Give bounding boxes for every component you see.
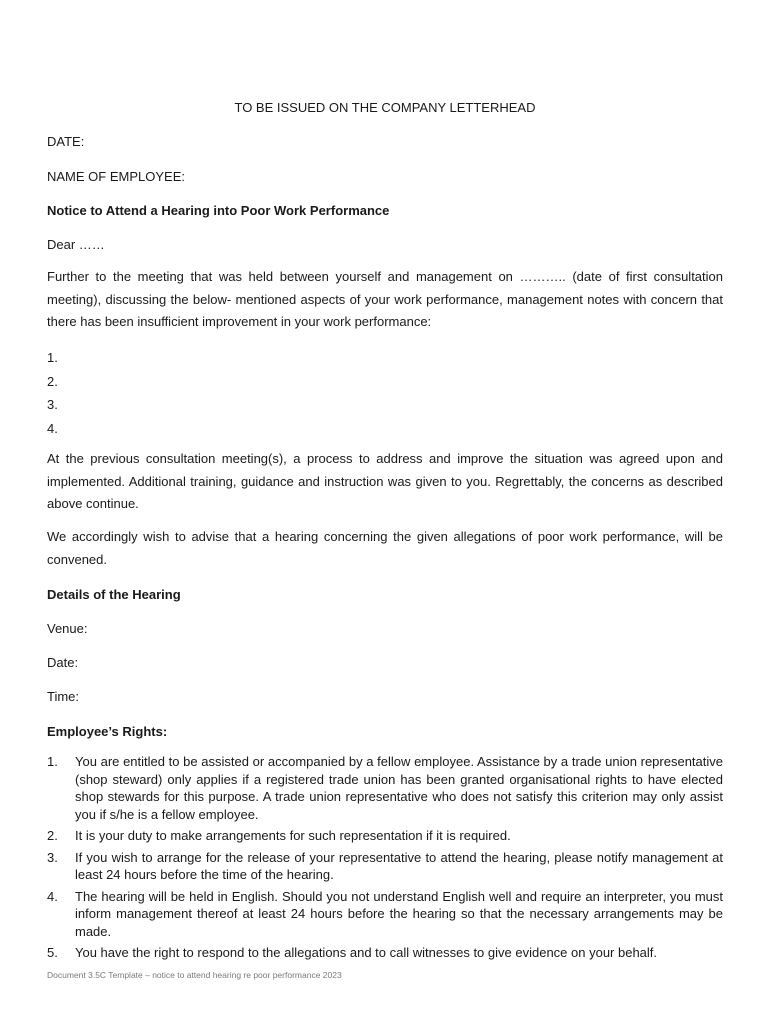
list-item: 3. [47,397,58,412]
rights-item [47,888,723,941]
rights-item-text: If you wish to arrange for the release of your representative to attend the hearing, please notify management at least 24 hours before the time of the hearing. [75,849,723,882]
employee-name-label: NAME OF EMPLOYEE: [47,169,185,184]
rights-item-text: The hearing will be held in English. Should you not understand English well and require an interpreter, you must inform management thereof at least 24 hours before the hearing so that the necessary arrangements may be made. [75,888,723,939]
notice-title: Notice to Attend a Hearing into Poor Work Performance [47,203,390,218]
list-item: 2. [47,373,58,389]
rights-item-number: 1. [47,754,58,769]
rights-item-text: You have the right to respond to the allegations and to call witnesses to give evidence on your behalf. [75,945,658,960]
letterhead-notice: TO BE ISSUED ON THE COMPANY LETTERHEAD [234,100,536,115]
hearing-details-heading: Details of the Hearing [47,587,181,602]
rights-item-text: It is your duty to make arrangements for such representation if it is required. [75,828,511,843]
rights-item-number: 2. [47,828,58,843]
rights-item [47,944,723,962]
venue-label: Venue: [47,621,88,636]
rights-item [47,753,723,823]
hearing-time-label: Time: [47,689,80,704]
numbered-list [47,349,147,443]
rights-item-number: 4. [47,888,58,904]
paragraph-hearing-convened: We accordingly wish to advise that a hearing concerning the given allegations of poor work performance, will be convened. [47,529,723,567]
rights-item [47,827,723,845]
list-item: 4. [47,420,58,436]
document-footer: Document 3.5C Template – notice to attend hearing re poor performance 2023 [47,970,342,980]
rights-heading: Employee’s Rights: [47,724,168,739]
salutation: Dear …… [47,237,105,252]
rights-item-number: 3. [47,849,58,865]
rights-list [47,753,723,966]
paragraph-meeting: Further to the meeting that was held between yourself and management on ……….. (date of first consultation meeting), discussing the below- mentioned aspects of your work performance, management notes with concern that there has been insufficient improvement in your work performance: [47,269,723,329]
list-item: 1. [47,350,58,365]
hearing-date-label: Date: [47,655,79,670]
rights-item-text: You are entitled to be assisted or accompanied by a fellow employee. Assistance by a trade union representative (shop steward) only applies if a registered trade union has been granted organisational rights to have elected shop stewards for this purpose. A trade union representative who does not satisfy this criterion may only assist you if s/he is a fellow employee. [75,754,723,822]
paragraph-previous-meeting: At the previous consultation meeting(s), a process to address and improve the situation was agreed upon and implemented. Additional training, guidance and instruction was given to you. Regrettably, the concerns as described above continue. [47,451,723,511]
date-label: DATE: [47,134,85,149]
rights-item-number: 5. [47,945,58,960]
rights-item [47,849,723,884]
